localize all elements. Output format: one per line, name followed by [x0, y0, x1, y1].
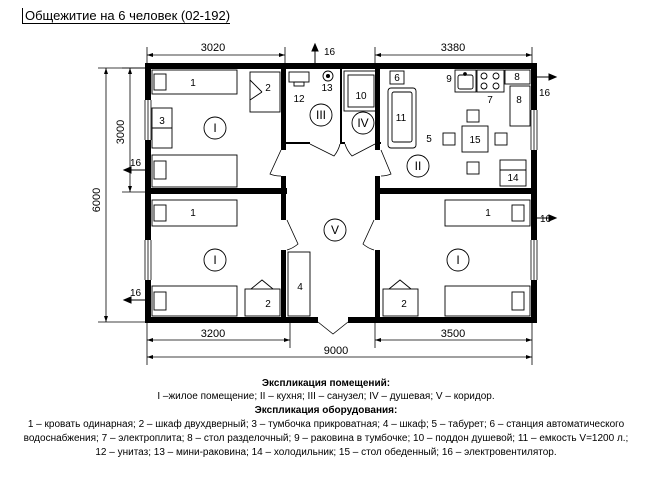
num-bed-c: 1	[485, 208, 491, 219]
room-label-7: I	[456, 253, 460, 267]
num-fan-left-bottom: 16	[130, 288, 142, 299]
water-heater	[289, 72, 309, 82]
dim-top-right: 3380	[440, 42, 466, 54]
num-stool: 5	[426, 134, 432, 145]
equipment-explication-title: Экспликация оборудования:	[254, 405, 398, 416]
num-water-station: 6	[394, 73, 400, 84]
room-label-1: I	[213, 121, 217, 135]
num-wardrobe-a: 2	[265, 83, 271, 94]
num-washbasin: 13	[321, 83, 333, 94]
num-shower-tray: 10	[355, 91, 367, 102]
rooms-explication-text: I –жилое помещение; II – кухня; III – санузел; IV – душевая; V – коридор.	[157, 391, 495, 402]
dim-bottom-left: 3200	[200, 328, 226, 340]
num-cabinet-corridor: 4	[297, 282, 303, 293]
num-bed-a: 1	[190, 78, 196, 89]
num-table-cut-1: 8	[514, 72, 520, 83]
num-fan-left-top: 16	[130, 158, 142, 169]
rooms-explication-title: Экспликация помещений:	[261, 378, 391, 389]
room-label-2: II	[414, 159, 422, 173]
num-fan-top: 16	[324, 47, 336, 58]
room-label-4: IV	[357, 116, 369, 130]
num-nightstand-a: 3	[159, 116, 165, 127]
num-table-cut-2: 8	[516, 95, 522, 106]
equipment-explication-line2: водоснабжения; 7 – электроплита; 8 – стол разделочный; 9 – раковина в тумбочке; 10 – поддон душевой; 11 – емкость V=1200 л.;	[23, 433, 629, 444]
cut-table-2	[510, 86, 530, 126]
num-dining-table: 15	[469, 135, 481, 146]
dim-bottom-right: 3500	[440, 328, 466, 340]
bed-c2	[445, 286, 530, 316]
equipment-explication-line3: 12 – унитаз; 13 – мини-раковина; 14 – холодильник; 15 – стол обеденный; 16 – электровентилятор.	[95, 447, 557, 458]
num-bed-b: 1	[190, 208, 196, 219]
num-wardrobe-b: 2	[265, 299, 271, 310]
dim-bottom-total: 9000	[323, 345, 349, 357]
room-label-5: V	[330, 223, 340, 237]
bed-a2	[152, 155, 237, 187]
room-labels	[213, 108, 459, 267]
num-fan-right-top: 16	[539, 88, 551, 99]
num-stove: 7	[487, 95, 493, 106]
stove	[477, 70, 504, 92]
bed-b2	[152, 286, 237, 316]
room-label-6: I	[213, 253, 217, 267]
dim-left-total: 6000	[91, 187, 103, 213]
walls	[145, 63, 537, 323]
num-toilet: 12	[293, 94, 305, 105]
num-sink: 9	[446, 74, 452, 85]
room-label-3: III	[315, 108, 327, 122]
room-circles	[204, 104, 469, 271]
dim-top-left: 3020	[200, 42, 226, 54]
num-water-tank: 11	[395, 113, 407, 124]
wardrobe-b	[245, 289, 280, 316]
num-fan-right-bottom: 16	[540, 214, 552, 225]
equipment-explication-line1: 1 – кровать одинарная; 2 – шкаф двухдверный; 3 – тумбочка прикроватная; 4 – шкаф; 5 – табурет; 6 – станция автоматического	[27, 419, 625, 430]
dim-left-upper: 3000	[115, 119, 127, 145]
num-wardrobe-c: 2	[401, 299, 407, 310]
num-fridge: 14	[507, 173, 519, 184]
dimension-arrows	[104, 53, 532, 359]
page-title: Общежитие на 6 человек (02-192)	[22, 8, 230, 24]
